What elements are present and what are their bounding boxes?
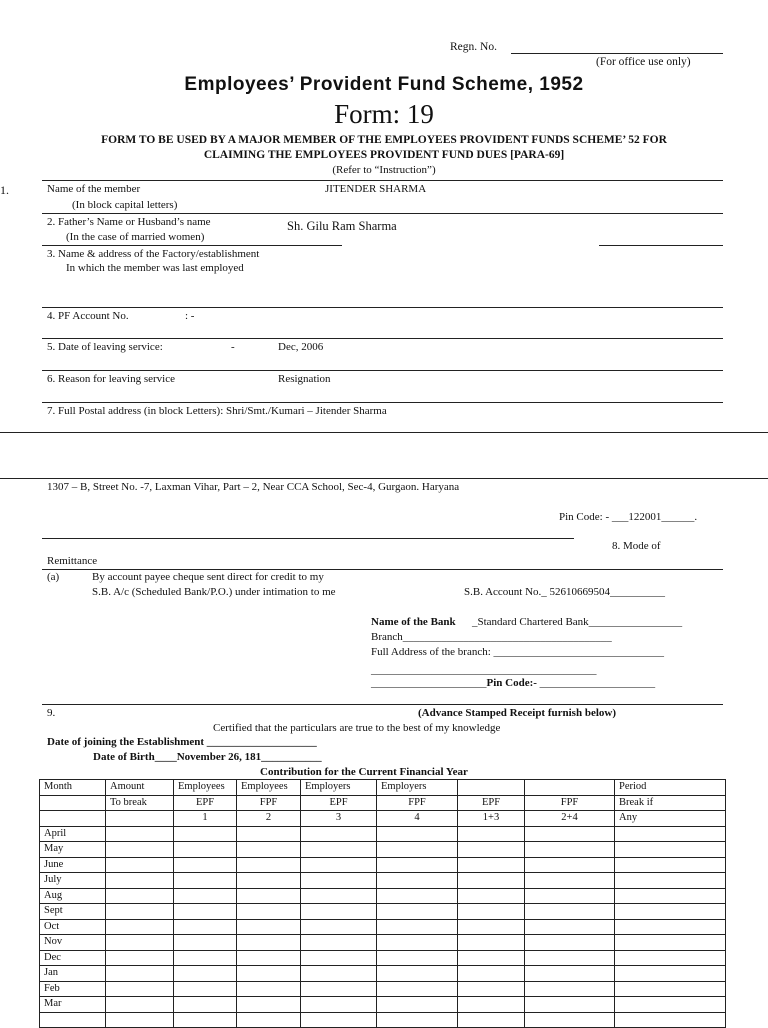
table-cell[interactable]	[525, 981, 615, 997]
table-cell[interactable]	[301, 997, 377, 1013]
field-2-value[interactable]: Sh. Gilu Ram Sharma	[287, 219, 397, 233]
table-cell[interactable]	[458, 842, 525, 858]
table-cell[interactable]	[525, 950, 615, 966]
table-header-cell	[458, 780, 525, 796]
table-header-cell: Employers	[301, 780, 377, 796]
table-header-cell: 1	[174, 811, 237, 827]
table-cell[interactable]	[174, 888, 237, 904]
month-label: July	[40, 873, 106, 889]
field-6-value[interactable]: Resignation	[278, 373, 331, 385]
month-label: Oct	[40, 919, 106, 935]
advance-receipt-note: (Advance Stamped Receipt furnish below)	[418, 707, 616, 719]
table-cell[interactable]	[237, 904, 301, 920]
contribution-title: Contribution for the Current Financial Year	[260, 766, 468, 778]
table-cell[interactable]	[377, 904, 458, 920]
table-header-cell: 1+3	[458, 811, 525, 827]
table-cell[interactable]	[237, 826, 301, 842]
field-5-label: 5. Date of leaving service:	[47, 341, 163, 353]
field-1-label: Name of the member	[47, 183, 141, 195]
month-label: May	[40, 842, 106, 858]
table-row	[40, 826, 726, 842]
branch-pin-line[interactable]	[371, 678, 655, 689]
table-cell[interactable]	[458, 904, 525, 920]
refer-instruction: (Refer to “Instruction”)	[332, 164, 436, 176]
table-cell[interactable]	[525, 919, 615, 935]
table-cell[interactable]	[106, 950, 174, 966]
field-5-value[interactable]: Dec, 2006	[278, 341, 324, 353]
table-header-cell: Employers	[377, 780, 458, 796]
branch-pin-label: Pin Code:-	[486, 677, 537, 689]
table-header-cell: 2+4	[525, 811, 615, 827]
divider	[42, 370, 723, 371]
divider	[42, 704, 723, 705]
month-label: Feb	[40, 981, 106, 997]
table-cell[interactable]	[458, 981, 525, 997]
table-cell[interactable]	[106, 935, 174, 951]
table-cell[interactable]	[615, 826, 726, 842]
table-cell[interactable]	[458, 966, 525, 982]
item-9-number: 9.	[47, 707, 56, 719]
table-cell[interactable]	[458, 873, 525, 889]
table-cell[interactable]	[301, 919, 377, 935]
field-4-separator: : -	[185, 310, 195, 322]
option-a-text-1: By account payee cheque sent direct for credit to my	[92, 571, 324, 583]
table-cell[interactable]	[615, 904, 726, 920]
divider	[42, 538, 574, 539]
table-cell[interactable]	[174, 1012, 237, 1028]
form-number: Form: 19	[334, 99, 434, 129]
table-cell[interactable]	[377, 997, 458, 1013]
table-row	[40, 919, 726, 935]
month-label: Jan	[40, 966, 106, 982]
table-cell[interactable]	[174, 919, 237, 935]
table-row	[40, 966, 726, 982]
table-cell[interactable]	[106, 842, 174, 858]
table-header-cell	[40, 795, 106, 811]
regn-line[interactable]	[511, 53, 723, 54]
table-header-cell: To break	[106, 795, 174, 811]
table-cell[interactable]	[106, 997, 174, 1013]
table-cell[interactable]	[525, 904, 615, 920]
field-5-separator: -	[231, 341, 235, 353]
table-cell[interactable]	[377, 873, 458, 889]
table-header-cell: 3	[301, 811, 377, 827]
postal-address[interactable]: 1307 – B, Street No. -7, Laxman Vihar, Part – 2, Near CCA School, Sec-4, Gurgaon. Haryana	[47, 481, 460, 493]
table-cell[interactable]	[377, 981, 458, 997]
table-cell[interactable]	[106, 966, 174, 982]
table-row	[40, 857, 726, 873]
option-a-marker: (a)	[47, 571, 60, 583]
table-cell[interactable]	[615, 888, 726, 904]
month-label: April	[40, 826, 106, 842]
office-use-note: (For office use only)	[596, 56, 691, 68]
table-cell[interactable]	[525, 997, 615, 1013]
table-cell[interactable]	[106, 857, 174, 873]
form-subtitle-1: FORM TO BE USED BY A MAJOR MEMBER OF THE EMPLOYEES PROVIDENT FUNDS SCHEME’ 52 FOR	[101, 134, 667, 146]
table-cell[interactable]	[615, 935, 726, 951]
table-header-row	[40, 811, 726, 827]
table-header-cell: EPF	[458, 795, 525, 811]
table-cell[interactable]	[174, 981, 237, 997]
field-3-sublabel: In which the member was last employed	[66, 262, 244, 274]
table-cell[interactable]	[615, 873, 726, 889]
table-cell[interactable]	[525, 857, 615, 873]
table-cell[interactable]	[174, 997, 237, 1013]
table-header-row	[40, 795, 726, 811]
branch-field[interactable]: Branch______________________________________	[371, 631, 612, 643]
table-cell[interactable]	[237, 873, 301, 889]
table-cell[interactable]	[615, 997, 726, 1013]
field-8-label: 8. Mode of	[612, 540, 661, 552]
table-header-cell	[525, 780, 615, 796]
divider	[42, 402, 723, 403]
table-cell[interactable]	[525, 935, 615, 951]
field-4-label: 4. PF Account No.	[47, 310, 129, 322]
table-cell[interactable]	[237, 842, 301, 858]
table-cell[interactable]	[174, 904, 237, 920]
table-cell[interactable]	[237, 935, 301, 951]
branch-address-line[interactable]: _________________________________________	[371, 664, 597, 676]
table-cell[interactable]	[301, 981, 377, 997]
table-cell[interactable]	[458, 888, 525, 904]
field-2-label: 2. Father’s Name or Husband’s name	[47, 216, 211, 228]
table-cell[interactable]	[458, 950, 525, 966]
table-cell[interactable]	[377, 888, 458, 904]
table-header-cell: FPF	[377, 795, 458, 811]
table-header-cell: Break if	[615, 795, 726, 811]
divider	[42, 245, 342, 246]
table-row	[40, 904, 726, 920]
table-cell[interactable]	[106, 919, 174, 935]
table-cell[interactable]	[458, 857, 525, 873]
table-header-cell: EPF	[301, 795, 377, 811]
table-cell[interactable]	[237, 981, 301, 997]
table-cell[interactable]	[106, 826, 174, 842]
table-header-cell: Amount	[106, 780, 174, 796]
table-cell[interactable]	[237, 919, 301, 935]
table-row	[40, 950, 726, 966]
field-1-number: 1.	[0, 183, 9, 197]
divider	[599, 245, 723, 246]
table-header-row	[40, 780, 726, 796]
table-cell[interactable]	[301, 826, 377, 842]
table-cell[interactable]	[237, 997, 301, 1013]
table-cell[interactable]	[174, 842, 237, 858]
divider	[42, 180, 723, 181]
branch-pin-blank-left: _____________________	[371, 677, 487, 689]
field-1-value[interactable]: JITENDER SHARMA	[325, 183, 427, 195]
field-6-label: 6. Reason for leaving service	[47, 373, 175, 385]
table-cell[interactable]	[458, 1012, 525, 1028]
month-label: Sept	[40, 904, 106, 920]
table-cell[interactable]	[615, 842, 726, 858]
regn-label: Regn. No.	[450, 41, 497, 53]
certification-text: Certified that the particulars are true to the best of my knowledge	[213, 722, 501, 734]
table-header-cell: Employees	[237, 780, 301, 796]
table-cell[interactable]	[525, 826, 615, 842]
table-cell[interactable]	[615, 966, 726, 982]
branch-pin-blank-right: _____________________	[536, 677, 656, 689]
table-cell[interactable]	[237, 888, 301, 904]
table-header-cell	[40, 811, 106, 827]
table-cell[interactable]	[458, 826, 525, 842]
table-row	[40, 1012, 726, 1028]
table-row	[40, 888, 726, 904]
table-header-cell: FPF	[525, 795, 615, 811]
table-cell[interactable]	[174, 950, 237, 966]
field-3-label: 3. Name & address of the Factory/establishment	[47, 248, 260, 260]
date-of-joining[interactable]: Date of joining the Establishment ____________________	[47, 736, 317, 748]
table-header-cell: FPF	[237, 795, 301, 811]
table-cell[interactable]	[106, 873, 174, 889]
field-2-sublabel: (In the case of married women)	[66, 231, 205, 243]
table-cell[interactable]	[301, 842, 377, 858]
table-cell[interactable]	[237, 1012, 301, 1028]
table-cell[interactable]	[377, 857, 458, 873]
table-row	[40, 997, 726, 1013]
month-label: Dec	[40, 950, 106, 966]
branch-address-field[interactable]: Full Address of the branch: _______________________________	[371, 646, 665, 658]
field-7-label: 7. Full Postal address (in block Letters): Shri/Smt./Kumari – Jitender Sharma	[47, 405, 387, 417]
table-cell[interactable]	[301, 904, 377, 920]
table-cell[interactable]	[525, 842, 615, 858]
table-cell[interactable]	[377, 950, 458, 966]
date-of-birth[interactable]: Date of Birth____November 26, 181___________	[93, 751, 322, 763]
bank-name-label: Name of the Bank	[371, 616, 456, 628]
table-cell[interactable]	[237, 857, 301, 873]
page-divider	[0, 432, 768, 433]
pin-code[interactable]: Pin Code: - ___122001______.	[559, 511, 698, 523]
remittance-label: Remittance	[47, 555, 98, 567]
divider	[42, 569, 723, 570]
table-cell[interactable]	[301, 888, 377, 904]
table-cell[interactable]	[106, 981, 174, 997]
divider	[42, 338, 723, 339]
table-header-cell: 2	[237, 811, 301, 827]
month-label: Aug	[40, 888, 106, 904]
table-cell[interactable]	[40, 1012, 106, 1028]
contribution-table	[39, 779, 726, 1028]
bank-name-value[interactable]: _Standard Chartered Bank_________________	[472, 616, 683, 628]
table-cell[interactable]	[377, 919, 458, 935]
table-cell[interactable]	[301, 873, 377, 889]
table-row	[40, 873, 726, 889]
table-cell[interactable]	[525, 1012, 615, 1028]
table-cell[interactable]	[525, 873, 615, 889]
field-3-answer-line[interactable]	[42, 307, 723, 308]
table-cell[interactable]	[377, 966, 458, 982]
table-cell[interactable]	[525, 966, 615, 982]
divider	[42, 213, 723, 214]
table-cell[interactable]	[615, 981, 726, 997]
field-1-sublabel: (In block capital letters)	[72, 199, 178, 211]
table-cell[interactable]	[301, 950, 377, 966]
table-row	[40, 935, 726, 951]
table-header-cell: Employees	[174, 780, 237, 796]
table-cell[interactable]	[174, 966, 237, 982]
table-cell[interactable]	[377, 935, 458, 951]
table-cell[interactable]	[174, 935, 237, 951]
table-cell[interactable]	[615, 1012, 726, 1028]
month-label: Nov	[40, 935, 106, 951]
table-cell[interactable]	[377, 826, 458, 842]
table-cell[interactable]	[174, 857, 237, 873]
table-cell[interactable]	[174, 873, 237, 889]
option-a-text-2: S.B. A/c (Scheduled Bank/P.O.) under intimation to me	[92, 586, 336, 598]
table-cell[interactable]	[301, 857, 377, 873]
table-header-cell	[106, 811, 174, 827]
table-cell[interactable]	[458, 997, 525, 1013]
sb-account-number[interactable]: S.B. Account No._ 52610669504__________	[464, 586, 666, 598]
table-cell[interactable]	[106, 1012, 174, 1028]
table-cell[interactable]	[301, 935, 377, 951]
form-title: Employees’ Provident Fund Scheme, 1952	[184, 74, 584, 95]
table-cell[interactable]	[237, 950, 301, 966]
table-cell[interactable]	[301, 966, 377, 982]
table-cell[interactable]	[377, 1012, 458, 1028]
table-cell[interactable]	[174, 826, 237, 842]
table-cell[interactable]	[301, 1012, 377, 1028]
table-cell[interactable]	[458, 919, 525, 935]
page-divider	[0, 478, 768, 479]
table-cell[interactable]	[237, 966, 301, 982]
table-row	[40, 842, 726, 858]
table-cell[interactable]	[615, 919, 726, 935]
month-label: June	[40, 857, 106, 873]
table-cell[interactable]	[525, 888, 615, 904]
table-cell[interactable]	[106, 904, 174, 920]
table-cell[interactable]	[106, 888, 174, 904]
table-cell[interactable]	[615, 950, 726, 966]
month-label: Mar	[40, 997, 106, 1013]
table-header-cell: Period	[615, 780, 726, 796]
table-cell[interactable]	[458, 935, 525, 951]
table-cell[interactable]	[377, 842, 458, 858]
table-header-cell: 4	[377, 811, 458, 827]
table-header-cell: Month	[40, 780, 106, 796]
table-cell[interactable]	[615, 857, 726, 873]
form-subtitle-2: CLAIMING THE EMPLOYEES PROVIDENT FUND DUES [PARA-69]	[203, 149, 565, 161]
table-header-cell: EPF	[174, 795, 237, 811]
table-row	[40, 981, 726, 997]
table-header-cell: Any	[615, 811, 726, 827]
